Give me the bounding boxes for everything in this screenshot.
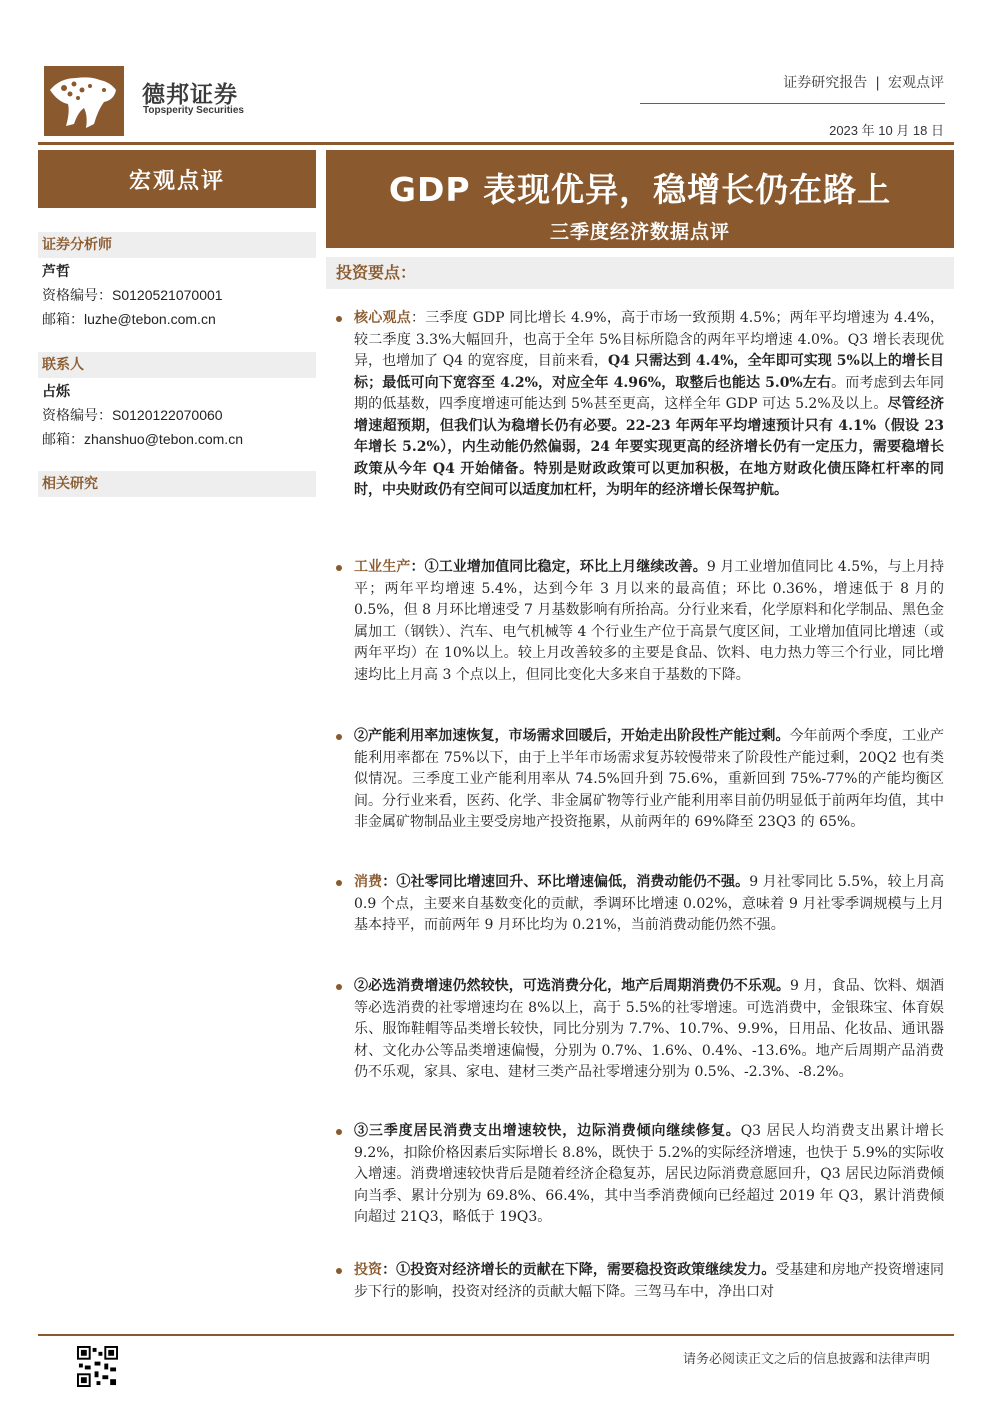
report-category: 宏观点评 (888, 75, 944, 91)
analyst-email-label: 邮箱： (42, 312, 84, 328)
bold-segment: ③三季度居民消费支出增速较快，边际消费倾向继续修复。 (354, 1123, 741, 1139)
legal-disclaimer: 请务必阅读正文之后的信息披露和法律声明 (682, 1352, 930, 1367)
bold-segment: 尽管经济增速超预期，但我们认为稳增长仍有必要。22-23 年两年平均增速预计只有 4.1%（假设 23 年增长 5.2%），内生动能仍然偏弱，24 年要实现更高的经济增长仍有一定压力，需要稳增长政策从今年 Q4 开始储备。特别是财政政策可以更加积极，在地方财政化债压降杠杆率的同时，中央财政仍有空间可以适度加杠杆，为明年的经济增长保驾护航。 (354, 396, 945, 498)
bold-segment: ：①社零同比增速回升、环比增速偏低，消费动能仍不强。 (382, 874, 750, 890)
title-box (326, 150, 954, 248)
text-segment: 9 月社零同比 5.5%，较上月高 0.9 个点，主要来自基数变化的贡献，季调环比增速 0.02%，意味着 9 月社零季调规模与上月基本持平，而前两年 9 月环比均为 0.21%，当前消费动能仍然不强。 (354, 874, 945, 933)
paragraph-core-view (354, 308, 944, 502)
brand-name-en: Topsperity Securities (143, 105, 244, 116)
bullet-icon (336, 880, 342, 886)
analyst-cert-label: 资格编号： (42, 288, 112, 304)
text-segment: 受基建和房地产投资增速同步下行的影响，投资对经济的贡献大幅下降。三驾马车中，净出口对 (354, 1262, 945, 1300)
label-core-view: 核心观点 (354, 310, 412, 326)
bullet-icon (336, 565, 342, 571)
bullet-icon (336, 984, 342, 990)
side-category-tag: 宏观点评 (38, 150, 316, 208)
bullet-icon (336, 1129, 342, 1135)
contact-cert: S0120122070060 (112, 407, 223, 423)
bold-segment: Q4 只需达到 4.4%，全年即可实现 5%以上的增长目标；最低可向下宽容至 4.2%，对应全年 4.96%，取整后也能达 5.0%左右 (354, 353, 944, 391)
contact-heading: 联系人 (38, 352, 316, 378)
report-subtitle: 三季度经济数据点评 (549, 221, 730, 243)
text-segment: 。而考虑到去年同期的低基数，四季度增速可能达到 5%甚至更高，这样全年 GDP 可达 5.2%及以上。 (354, 374, 945, 412)
tebon-logo (44, 66, 124, 136)
report-type: 证券研究报告 (783, 75, 868, 91)
paragraph-consumption (354, 872, 944, 937)
qr-code-icon[interactable] (77, 1346, 118, 1387)
analyst-info (42, 261, 223, 332)
bold-segment: ：①工业增加值同比稳定，环比上月继续改善。 (410, 559, 707, 575)
paragraph-household-spending (354, 1121, 944, 1229)
contact-email[interactable]: zhanshuo@tebon.com.cn (84, 431, 243, 447)
label-investment: 投资 (354, 1262, 383, 1278)
report-date: 2023 年 10 月 18 日 (829, 123, 944, 138)
text-segment: ：三季度 GDP 同比增长 4.9%，高于市场一致预期 4.5%；两年平均增速为 4.4%，较二季度 3.3%大幅回升，也高于全年 5%目标所隐含的两年平均增速 4.0%。Q3 增长表现优异，也增加了 Q4 的宽容度，目前来看， (354, 310, 945, 369)
analyst-name: 芦哲 (42, 264, 70, 280)
paragraph-industry (354, 557, 944, 686)
bullet-icon (336, 1268, 342, 1274)
bold-segment: ②产能利用率加速恢复，市场需求回暖后，开始走出阶段性产能过剩。 (354, 728, 790, 744)
paragraph-essential-consumption (354, 976, 944, 1084)
brand-name-cn: 德邦证券 (142, 82, 238, 108)
text-segment: 9 月工业增加值同比 4.5%，与上月持平；两年平均增速 5.4%，达到今年 3 月以来的最高值；环比 0.36%，增速低于 8 月的 0.5%，但 8 月环比增速受 7 月基数影响有所抬高。分行业来看，化学原料和化学制品、黑色金属加工（钢铁）、汽车、电气机械等 4 个行业生产位于高景气度区间，工业增加值同比增速（或两年平均）在 10%以上。较上月改善较多的主要是食品、饮料、电力热力等三个行业，同比增速均比上月高 3 个点以上，但同比变化大多来自于基数的下降。 (354, 559, 945, 683)
separator: | (875, 75, 880, 91)
contact-email-label: 邮箱： (42, 432, 84, 448)
contact-cert-label: 资格编号： (42, 408, 112, 424)
bullet-icon (336, 316, 342, 322)
analyst-heading: 证券分析师 (38, 232, 316, 258)
text-segment: 9 月，食品、饮料、烟酒等必选消费的社零增速均在 8%以上，高于 5.5%的社零增速。可选消费中，金银珠宝、体育娱乐、服饰鞋帽等品类增长较快，同比分别为 7.7%、10.7%、9.9%，日用品、化妆品、通讯器材、文化办公等品类增速偏慢，分别为 0.7%、1.6%、0.4%、-13.6%。地产后周期产品消费仍不乐观，家具、家电、建材三类产品社零增速分别为 0.5%、-2.3%、-8.2%。 (354, 978, 945, 1080)
text-segment: 今年前两个季度，工业产能利用率都在 75%以下，由于上半年市场需求复苏较慢带来了阶段性产能过剩，20Q2 也有类似情况。三季度工业产能利用率从 74.5%回升到 75.6%，重新回到 75%-77%的产能均衡区间。分行业来看，医药、化学、非金属矿物等行业产能利用率目前仍明显低于前两年均值，其中非金属矿物制品业主要受房地产投资拖累，从前两年的 69%降至 23Q3 的 65%。 (354, 728, 945, 830)
label-industry: 工业生产 (354, 559, 411, 575)
analyst-cert: S0120521070001 (112, 287, 223, 303)
key-points-heading: 投资要点： (326, 257, 954, 289)
paragraph-investment (354, 1260, 944, 1303)
label-consumption: 消费 (354, 874, 383, 890)
text-segment: Q3 居民人均消费支出累计增长 9.2%，扣除价格因素后实际增长 8.8%，既快于 5.2%的实际经济增速，也快于 5.9%的实际收入增速。消费增速较快背后是随着经济企稳复苏，居民边际消费意愿回升，Q3 居民边际消费倾向当季、累计分别为 69.8%、66.4%，其中当季消费倾向已经超过 2019 年 Q3，累计消费倾向超过 21Q3，略低于 19Q3。 (354, 1123, 944, 1225)
contact-email-row (42, 428, 243, 452)
analyst-cert-row (42, 284, 223, 308)
analyst-email[interactable]: luzhe@tebon.com.cn (84, 311, 216, 327)
top-divider (38, 142, 954, 145)
contact-name: 占烁 (42, 384, 70, 400)
paragraph-capacity (354, 726, 944, 834)
report-type-line (783, 72, 944, 92)
bold-segment: ②必选消费增速仍然较快，可选消费分化，地产后周期消费仍不乐观。 (354, 978, 790, 994)
contact-info (42, 381, 243, 452)
contact-cert-row (42, 404, 243, 428)
related-research-heading: 相关研究 (38, 471, 316, 497)
bold-segment: ：①投资对经济增长的贡献在下降，需要稳投资政策继续发力。 (382, 1262, 776, 1278)
header-rule (640, 103, 945, 104)
bottom-divider (38, 1334, 954, 1336)
report-title: GDP 表现优异，稳增长仍在路上 (388, 170, 892, 209)
bullet-icon (336, 734, 342, 740)
analyst-email-row (42, 308, 223, 332)
